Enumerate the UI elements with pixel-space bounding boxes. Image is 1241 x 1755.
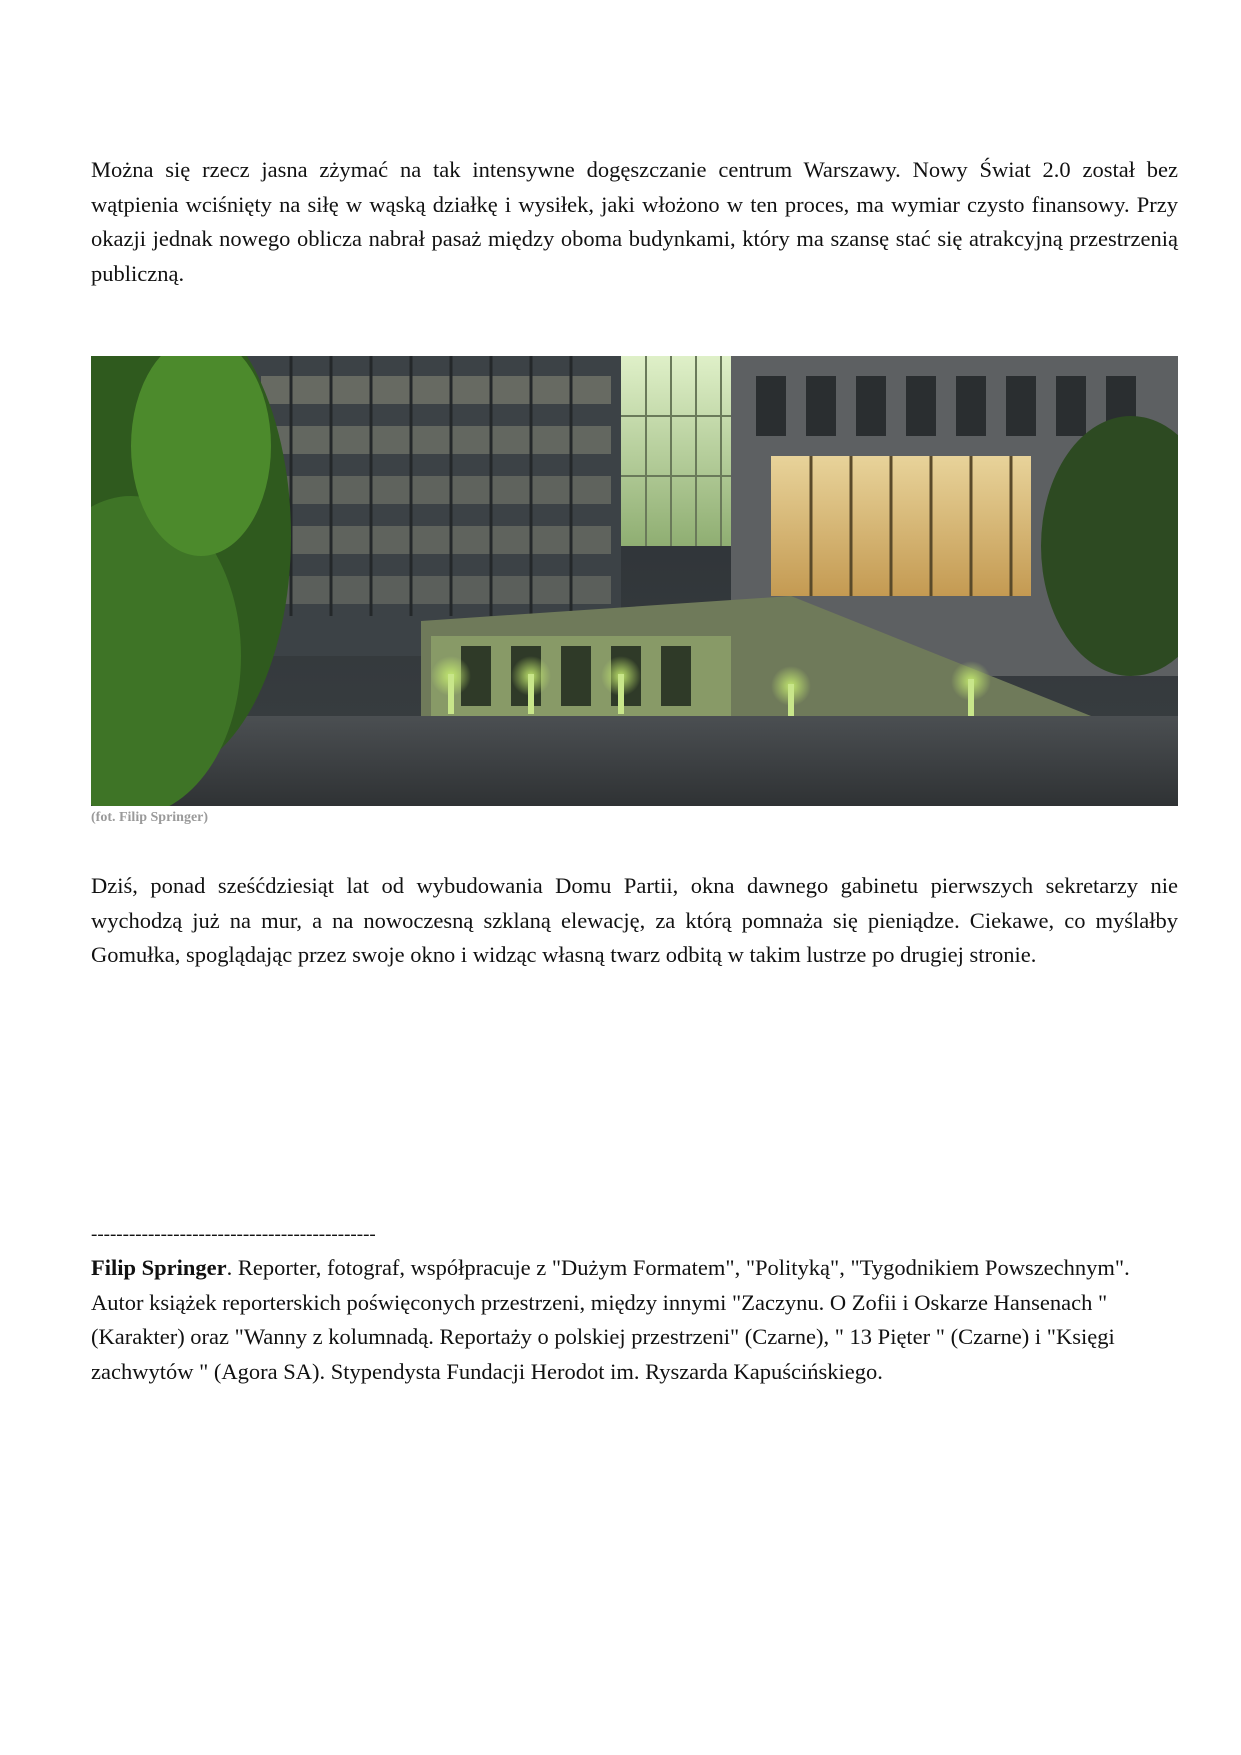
article-paragraph-2: Dziś, ponad sześćdziesiąt lat od wybudowania Domu Partii, okna dawnego gabinetu pierwszych sekretarzy nie wychodzą już na mur, a na nowoczesną szklaną elewację, za którą pomnaża się pieniądze. Ciekawe, co myślałby Gomułka, spoglądając przez swoje okno i widząc własną twarz odbitą w takim lustrze po drugiej stronie. [91, 873, 1178, 967]
author-name: Filip Springer [91, 1255, 227, 1280]
night-building-photo [91, 356, 1178, 806]
article-photo [91, 356, 1178, 806]
author-bio [91, 1251, 1178, 1389]
author-bio-text: . Reporter, fotograf, współpracuje z "Dużym Formatem", "Polityką", "Tygodnikiem Powszechnym". Autor książek reporterskich poświęconych przestrzeni, między innymi "Zaczynu. O Zofii i Oskarze Hansenach " (Karakter) oraz "Wanny z kolumnadą. Reportaży o polskiej przestrzeni" (Czarne), " 13 Pięter " (Czarne) i "Księgi zachwytów " (Agora SA). Stypendysta Fundacji Herodot im. Ryszarda Kapuścińskiego. [91, 1255, 1130, 1384]
photo-caption: (fot. Filip Springer) [91, 810, 209, 825]
article-paragraph-1: Można się rzecz jasna zżymać na tak intensywne dogęszczanie centrum Warszawy. Nowy Świat 2.0 został bez wątpienia wciśnięty na siłę w wąską działkę i wysiłek, jaki włożono w ten proces, ma wymiar czysto finansowy. Przy okazji jednak nowego oblicza nabrał pasaż między oboma budynkami, który ma szansę stać się atrakcyjną przestrzenią publiczną. [91, 157, 1178, 286]
section-divider: --------------------------------------------- [91, 1224, 376, 1245]
